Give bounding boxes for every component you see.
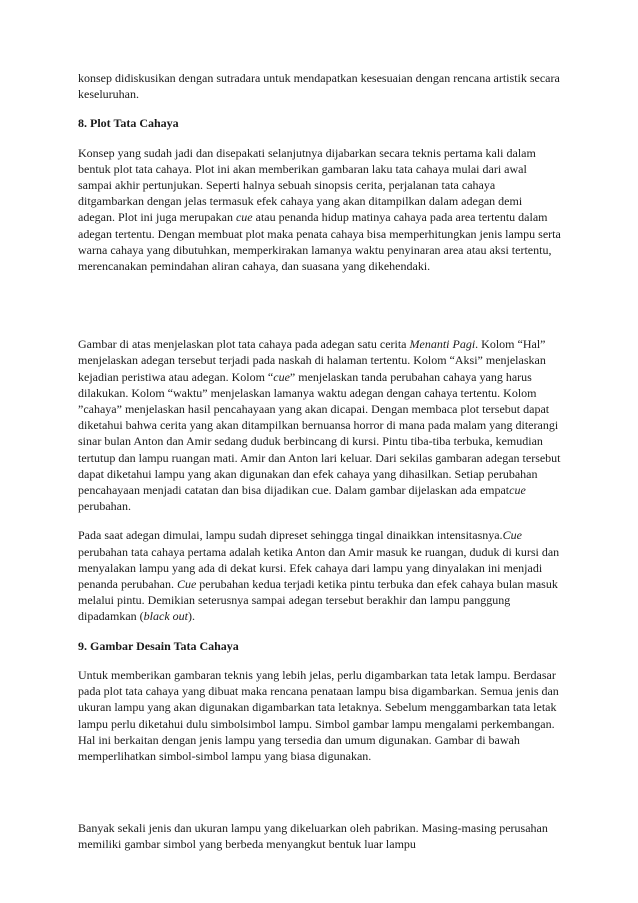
figure-placeholder-symbols [78, 764, 562, 820]
text-column [78, 70, 562, 853]
section-9-paragraph-2: Banyak sekali jenis dan ukuran lampu yang dikeluarkan oleh pabrikan. Masing-masing perusahan memiliki gambar simbol yang berbeda menyangkut bentuk luar lampu [78, 821, 548, 852]
section-9-heading: 9. Gambar Desain Tata Cahaya [78, 638, 239, 653]
section-8-heading: 8. Plot Tata Cahaya [78, 116, 179, 131]
figure-placeholder-plot [78, 274, 562, 336]
section-8-paragraph-3: Pada saat adegan dimulai, lampu sudah dipreset sehingga tingal dinaikkan intensitasnya.Cue perubahan tata cahaya pertama adalah ketika Anton dan Amir masuk ke ruangan, duduk di kursi dan menyalakan lampu yang ada di dekat kursi. Efek cahaya dari lampu yang dinyalakan ini menjadi penanda perubahan. Cue perubahan kedua terjadi ketika pintu terbuka dan efek cahaya bulan masuk melalui pintu. Demikian seterusnya sampai adegan tersebut berakhir dan lampu panggung dipadamkan (black out). [78, 528, 560, 624]
black-out-term: black out [143, 609, 188, 624]
section-8-paragraph-1: Konsep yang sudah jadi dan disepakati selanjutnya dijabarkan secara teknis pertama kali dalam bentuk plot tata cahaya. Plot ini akan memberikan gambaran laku tata cahaya mulai dari awal sampai akhir pertunjukan. Seperti halnya sebuah sinopsis cerita, perjalanan tata cahaya ditgambarkan dengan jelas termasuk efek cahaya yang akan ditampilkan dalam adegan demi adegan. Plot ini juga merupakan cue atau penanda hidup matinya cahaya pada area tertentu dalam adegan tertentu. Dengan membuat plot maka penata cahaya bisa memperhitungkan jenis lampu serta warna cahaya yang dibutuhkan, memperkirakan lamanya waktu penyinaran area atau aksi tertentu, merencanakan pemindahan aliran cahaya, dan suasana yang dikehendaki. [78, 145, 561, 274]
cue-term: cue [273, 369, 290, 384]
cue-term: Cue [502, 528, 522, 543]
cue-term: cue [235, 210, 253, 225]
cue-term: Cue [176, 577, 197, 592]
play-title: Menanti Pagi [409, 337, 476, 352]
section-8-paragraph-2: Gambar di atas menjelaskan plot tata cahaya pada adegan satu cerita Menanti Pagi. Kolom “Hal” menjelaskan adegan tersebut terjadi pada naskah di halaman tertentu. Kolom “Aksi” menjelaskan kejadian peristiwa atau adegan. Kolom “cue” menjelaskan tanda perubahan cahaya yang harus dilakukan. Kolom “waktu” menjelaskan lamanya waktu adegan dengan cahaya tertentu. Kolom ”cahaya” menjelaskan hasil pencahayaan yang akan dicapai. Dengan membaca plot tersebut dapat diketahui bahwa cerita yang akan ditampilkan bernuansa horror di mana pada malam yang diterangi sinar bulan Anton dan Amir sedang duduk berbincang di kursi. Pintu tiba-tiba terbuka, kemudian tertutup dan lampu ruangan mati. Amir dan Anton lari keluar. Dari sekilas gambaran adegan tersebut dapat diketahui lampu yang akan digunakan dan efek cahaya yang dihasilkan. Setiap perubahan pencahayaan menjadi catatan dan bisa dijadikan cue. Dalam gambar dijelaskan ada empatcue perubahan. [78, 337, 561, 514]
intro-paragraph: konsep didiskusikan dengan sutradara untuk mendapatkan kesesuaian dengan rencana artistik secara keseluruhan. [78, 71, 560, 102]
section-9-paragraph-1: Untuk memberikan gambaran teknis yang lebih jelas, perlu digambarkan tata letak lampu. Berdasar pada plot tata cahaya yang dibuat maka rencana penataan lampu bisa digambarkan. Semua jenis dan ukuran lampu yang akan digunakan digambarkan tata letaknya. Sebelum menggambarkan tata letak lampu perlu diketahui dulu simbolsimbol lampu. Simbol gambar lampu mengalami perkembangan. Hal ini berkaitan dengan jenis lampu yang tersedia dan umum digunakan. Gambar di bawah memperlihatkan simbol-simbol lampu yang biasa digunakan. [78, 667, 559, 763]
cue-term: cue [509, 483, 526, 498]
